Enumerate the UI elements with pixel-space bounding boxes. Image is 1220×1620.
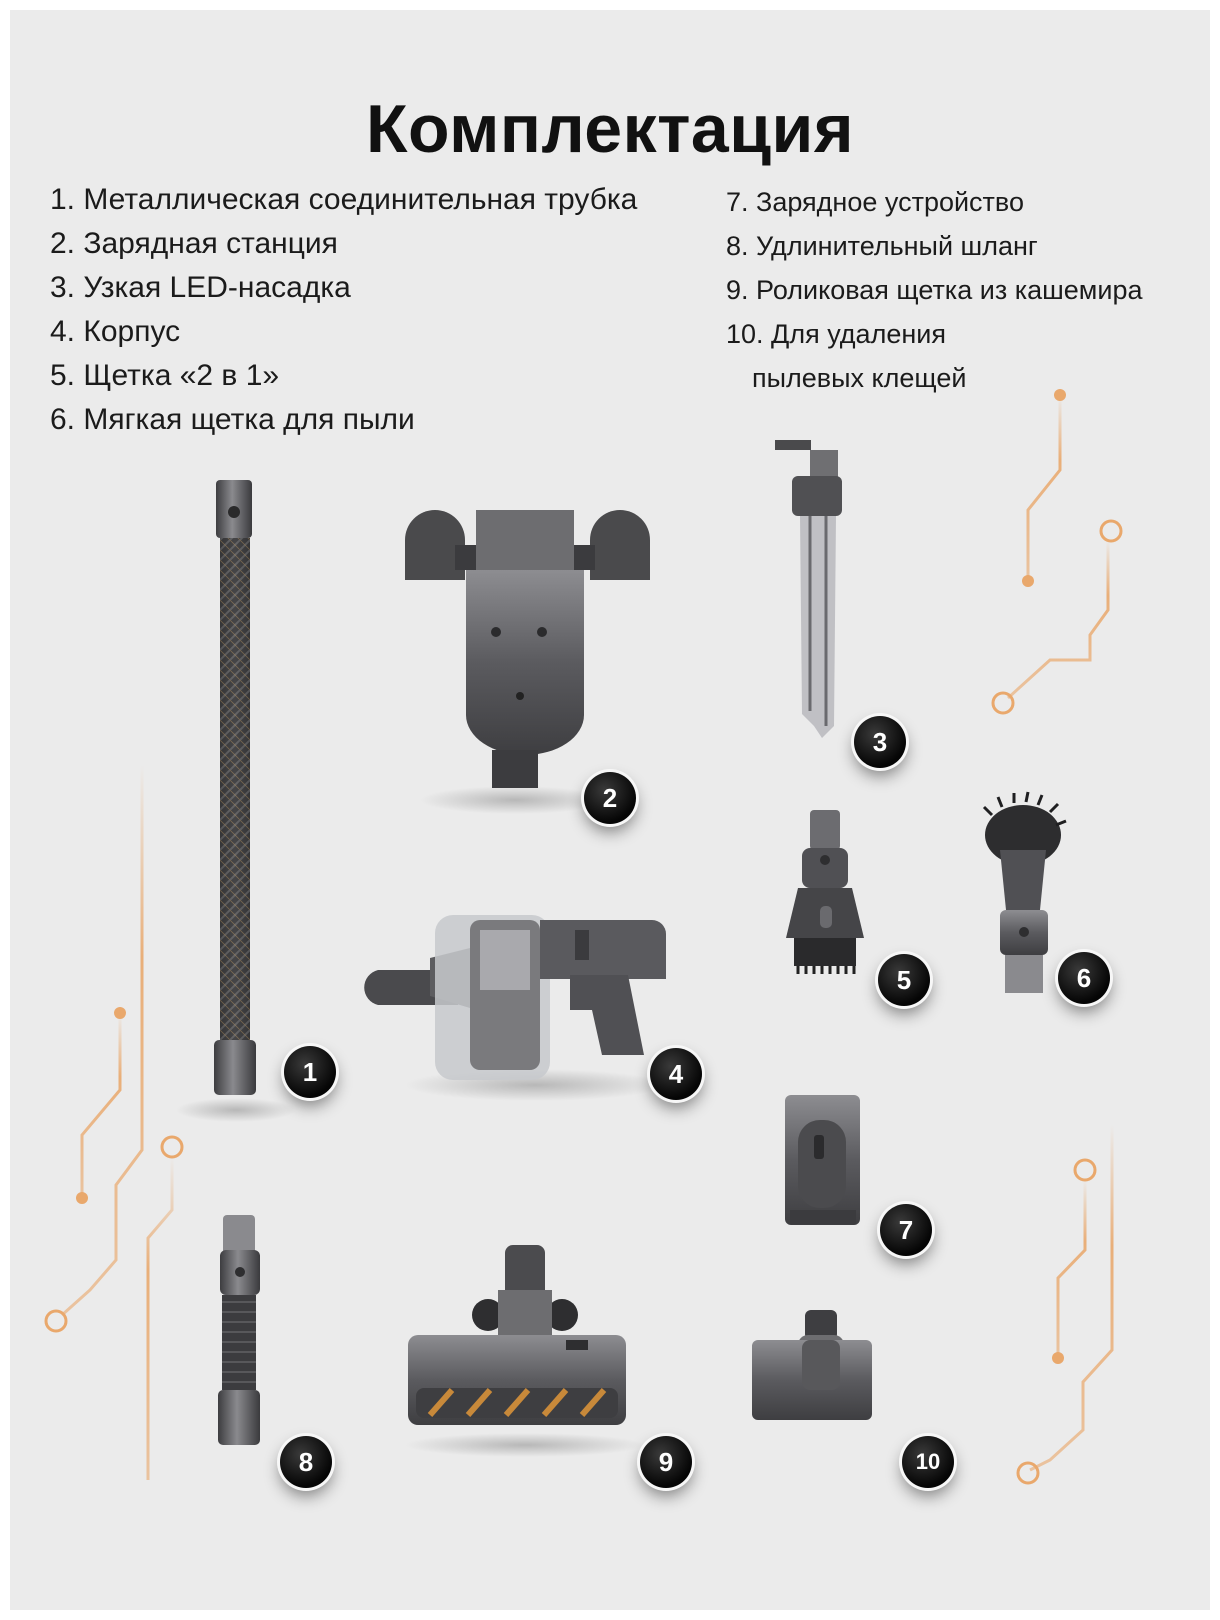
circuit-node xyxy=(1101,521,1121,541)
list-item: 10. Для удаления xyxy=(726,319,946,349)
list-item: 3. Узкая LED-насадка xyxy=(50,271,351,304)
list-item: 5. Щетка «2 в 1» xyxy=(50,359,280,392)
list-item: 1. Металлическая соединительная трубка xyxy=(50,183,638,216)
page-frame xyxy=(10,10,1210,1610)
circuit-node xyxy=(76,1192,88,1204)
circuit-node xyxy=(114,1007,126,1019)
roller-brush-image xyxy=(405,1245,645,1457)
circuit-node xyxy=(1052,1352,1064,1364)
circuit-trace-left xyxy=(62,765,172,1480)
charging-station-image xyxy=(405,510,650,814)
contents-list-right xyxy=(726,180,1142,400)
extension-tube-image xyxy=(176,480,296,1122)
list-item: 4. Корпус xyxy=(50,315,181,348)
circuit-node xyxy=(162,1137,182,1157)
circuit-node xyxy=(993,693,1013,713)
circuit-trace-right-bottom xyxy=(1030,1125,1112,1570)
extension-hose-image xyxy=(218,1215,260,1445)
list-item: 6. Мягкая щетка для пыли xyxy=(50,403,415,436)
number-badge-1: 1 xyxy=(284,1046,336,1098)
number-badge-3: 3 xyxy=(854,716,906,768)
list-item: 8. Удлинительный шланг xyxy=(726,231,1038,261)
list-item: 7. Зарядное устройство xyxy=(726,187,1024,217)
contents-list-left xyxy=(50,178,637,442)
number-badge-10: 10 xyxy=(902,1436,954,1488)
circuit-node xyxy=(1018,1463,1038,1483)
list-item: 2. Зарядная станция xyxy=(50,227,338,260)
crevice-tool-image xyxy=(775,440,842,738)
circuit-trace-right-top xyxy=(1008,345,1108,840)
number-badge-2: 2 xyxy=(584,772,636,824)
number-badge-4: 4 xyxy=(650,1048,702,1100)
circuit-node xyxy=(46,1311,66,1331)
circuit-node xyxy=(1022,575,1034,587)
page-title: Комплектация xyxy=(365,91,855,167)
charger-image xyxy=(785,1095,860,1225)
mite-remover-image xyxy=(752,1310,872,1420)
vacuum-body-image xyxy=(364,915,666,1101)
list-item: пылевых клещей xyxy=(752,363,967,393)
circuit-node xyxy=(1075,1160,1095,1180)
number-badge-9: 9 xyxy=(640,1436,692,1488)
number-badge-6: 6 xyxy=(1058,952,1110,1004)
dust-brush-image xyxy=(984,792,1066,993)
two-in-one-brush-image xyxy=(786,810,864,974)
number-badge-7: 7 xyxy=(880,1204,932,1256)
number-badge-8: 8 xyxy=(280,1436,332,1488)
list-item: 9. Роликовая щетка из кашемира xyxy=(726,275,1143,305)
number-badge-5: 5 xyxy=(878,954,930,1006)
